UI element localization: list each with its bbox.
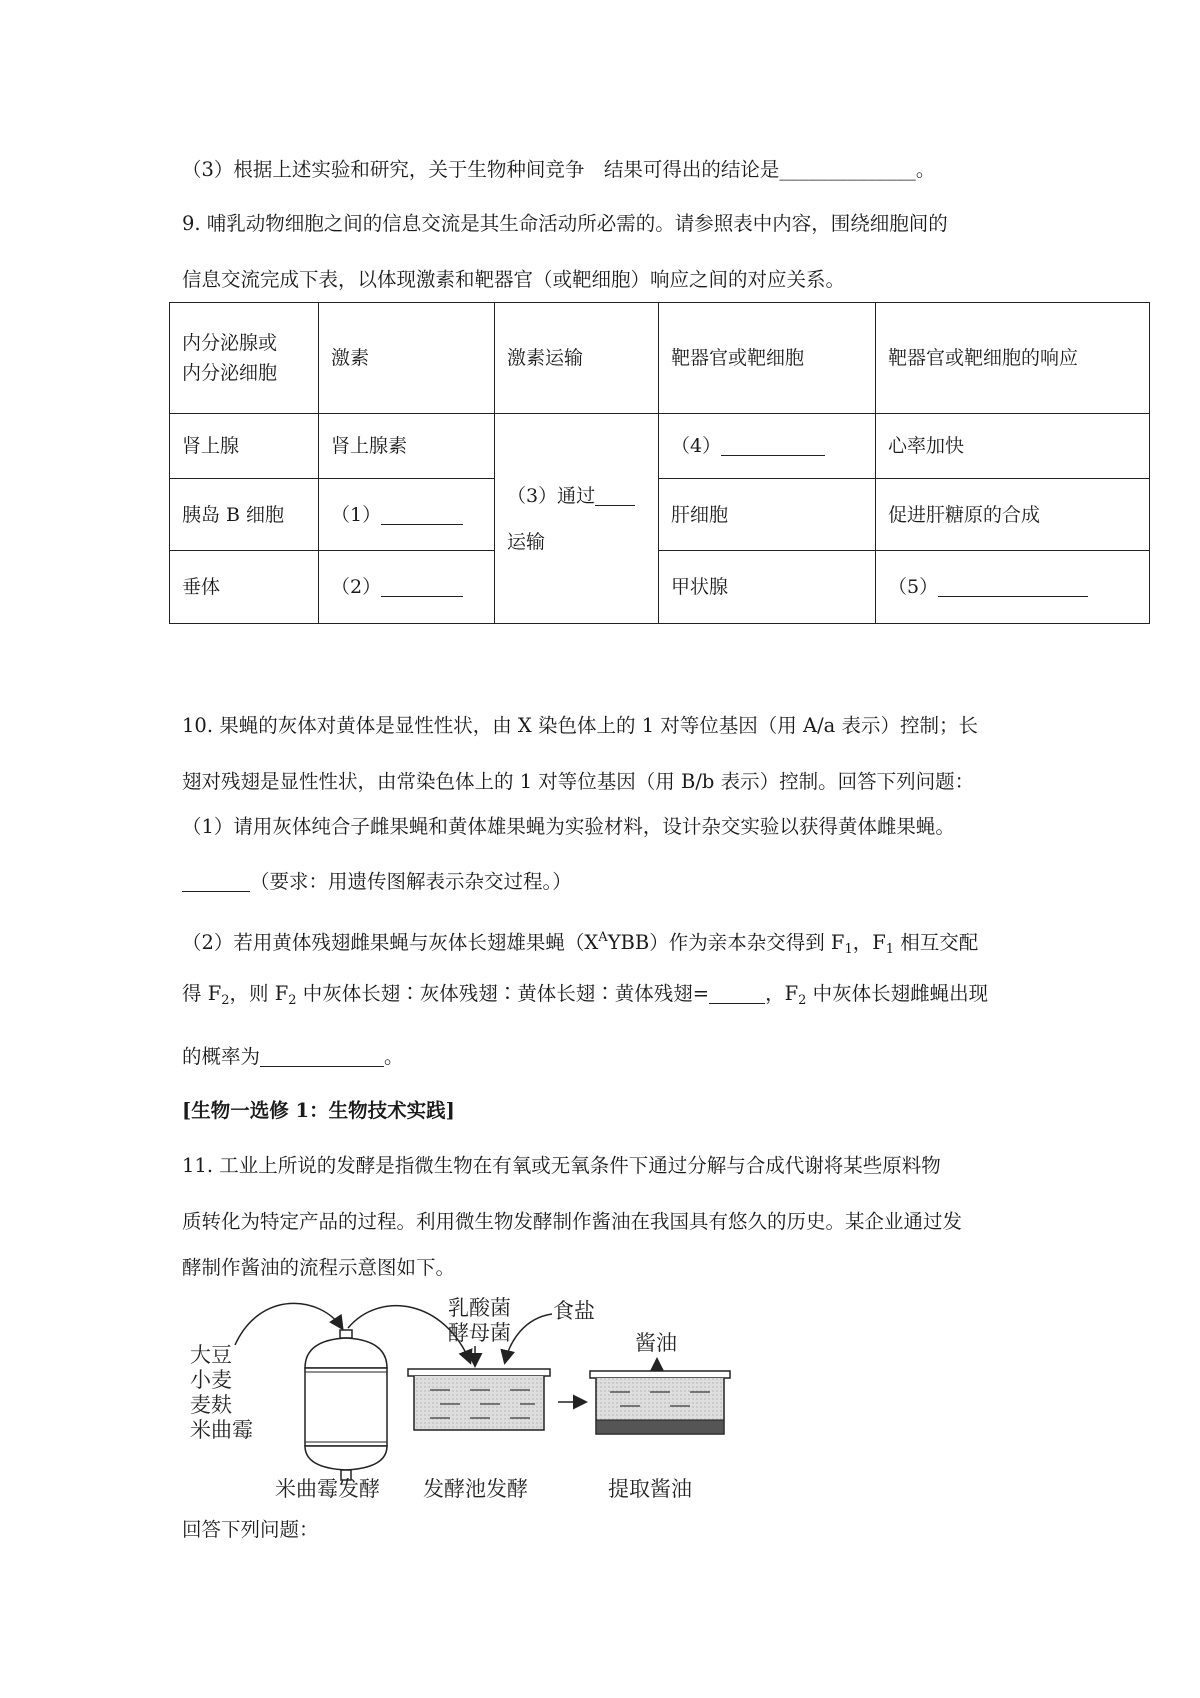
blank-3 <box>595 485 635 506</box>
cell-response: （5） <box>876 551 1150 624</box>
q9-line2: 信息交流完成下表，以体现激素和靶器官（或靶细胞）响应之间的对应关系。 <box>182 268 846 291</box>
arrow-to-fermenter <box>235 1303 342 1345</box>
q10-line1: 10. 果蝇的灰体对黄体是显性性状，由 X 染色体上的 1 对等位基因（用 A/a 表示）控制；长 <box>182 714 978 737</box>
cell-target: （4） <box>659 414 876 479</box>
header-hormone: 激素 <box>319 303 495 414</box>
microbe-label: 乳酸菌 <box>448 1296 511 1320</box>
header-gland: 内分泌腺或 内分泌细胞 <box>170 303 319 414</box>
q11-answer-prompt: 回答下列问题： <box>182 1518 319 1541</box>
cell-target: 肝细胞 <box>659 479 876 551</box>
q11-line1: 11. 工业上所说的发酵是指微生物在有氧或无氧条件下通过分解与合成代谢将某些原料物 <box>182 1154 941 1177</box>
table-row <box>170 551 1150 624</box>
raw-material-label: 麦麸 <box>190 1393 232 1417</box>
blank-2 <box>381 576 463 597</box>
header-response: 靶器官或靶细胞的响应 <box>876 303 1150 414</box>
cell-target: 甲状腺 <box>659 551 876 624</box>
salt-label: 食盐 <box>553 1299 595 1323</box>
step-label: 提取酱油 <box>608 1477 692 1501</box>
q11-line2: 质转化为特定产品的过程。利用微生物发酵制作酱油在我国具有悠久的历史。某企业通过发 <box>182 1210 963 1233</box>
header-target: 靶器官或靶细胞 <box>659 303 876 414</box>
q10-line2: 翅对残翅是显性性状，由常染色体上的 1 对等位基因（用 B/b 表示）控制。回答下列问题： <box>182 770 975 793</box>
blank-4 <box>721 435 825 456</box>
soy-sauce-flow-diagram <box>180 1290 800 1510</box>
extraction-vessel-icon <box>590 1371 730 1434</box>
microbe-label: 酵母菌 <box>448 1321 511 1345</box>
step-label: 米曲霉发酵 <box>275 1477 380 1501</box>
blank-ratio <box>709 983 765 1004</box>
q8-part3-text: （3）根据上述实验和研究，关于生物种间竞争 结果可得出的结论是______________。 <box>182 158 936 181</box>
cell-gland: 垂体 <box>170 551 319 624</box>
cell-response: 心率加快 <box>876 414 1150 479</box>
blank-1 <box>381 504 463 525</box>
cell-hormone: 肾上腺素 <box>319 414 495 479</box>
raw-material-label: 小麦 <box>190 1368 232 1392</box>
q9-line1: 9. 哺乳动物细胞之间的信息交流是其生命活动所必需的。请参照表中内容，围绕细胞间的 <box>182 212 948 235</box>
fermenter-tank-icon <box>305 1330 387 1480</box>
blank-cross-diagram <box>182 871 250 892</box>
cell-hormone: （2） <box>319 551 495 624</box>
q10-line5: （2）若用黄体残翅雌果蝇与灰体长翅雄果蝇$(X^AYBB)$作为亲本杂交得到 $F_1$，$F_1$ 相互交配 <box>182 930 979 957</box>
cell-response: 促进肝糖原的合成 <box>876 479 1150 551</box>
raw-material-label: 大豆 <box>190 1343 232 1367</box>
cell-transport: （3）通过 运输 <box>495 414 659 624</box>
cell-gland: 肾上腺 <box>170 414 319 479</box>
section-heading: [生物一选修 1：生物技术实践] <box>182 1099 455 1122</box>
table-row <box>170 479 1150 551</box>
header-transport: 激素运输 <box>495 303 659 414</box>
blank-5 <box>938 576 1088 597</box>
product-label: 酱油 <box>635 1331 677 1355</box>
q10-line7: 的概率为 。 <box>182 1045 404 1068</box>
cell-hormone: （1） <box>319 479 495 551</box>
q10-line6: 得 $F_2$，则 $F_2$ 中灰体长翅∶灰体残翅∶黄体长翅∶黄体残翅= ，$F_2$ 中灰体长翅雌蝇出现 <box>182 982 989 1008</box>
q10-line3: （1）请用灰体纯合子雌果蝇和黄体雄果蝇为实验材料，设计杂交实验以获得黄体雌果蝇。 <box>182 815 955 838</box>
blank-probability <box>260 1046 384 1067</box>
q10-line4: （要求：用遗传图解表示杂交过程。） <box>182 868 572 896</box>
cell-gland: 胰岛 B 细胞 <box>170 479 319 551</box>
raw-material-label: 米曲霉 <box>190 1418 253 1442</box>
hormone-table <box>169 302 1150 624</box>
q11-line3: 酵制作酱油的流程示意图如下。 <box>182 1256 456 1279</box>
fermentation-pool-icon <box>408 1369 550 1430</box>
arrow-salt <box>505 1314 552 1362</box>
table-row <box>170 414 1150 479</box>
step-label: 发酵池发酵 <box>423 1477 528 1501</box>
table-header-row <box>170 303 1150 414</box>
